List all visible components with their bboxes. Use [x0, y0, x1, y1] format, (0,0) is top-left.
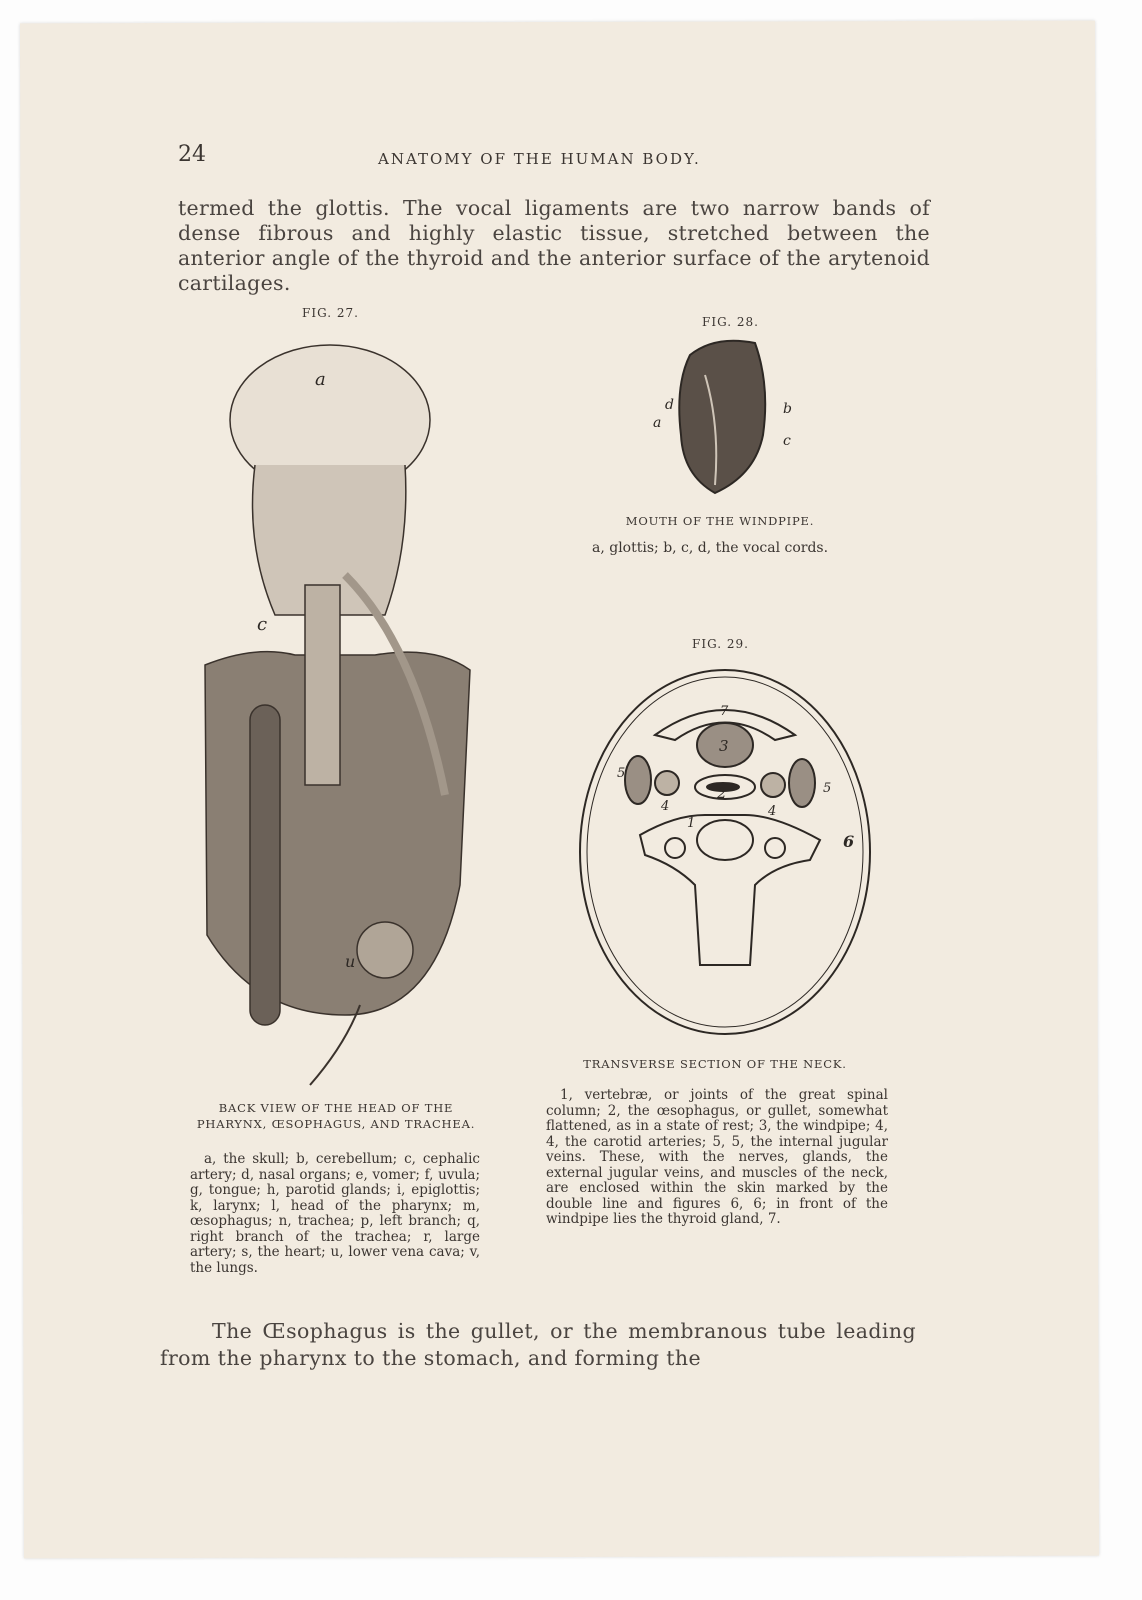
fig28-illustration: [645, 335, 805, 500]
fig28-label-b: b: [783, 401, 792, 417]
fig28-label: FIG. 28.: [702, 315, 759, 329]
fig29-label-4-left: 4: [661, 799, 670, 814]
fig29-label-6: 6: [843, 832, 855, 851]
fig29-label: FIG. 29.: [692, 637, 749, 651]
fig29-label-2: 2: [717, 784, 727, 802]
fig28-label-a: a: [653, 415, 662, 431]
fig27-label: FIG. 27.: [302, 306, 359, 320]
fig27-label-c: c: [257, 614, 268, 635]
fig29-caption: TRANSVERSE SECTION OF THE NECK.: [583, 1057, 847, 1071]
fig29-label-5-right: 5: [823, 781, 832, 796]
fig29-label-3: 3: [719, 737, 729, 755]
fig29-label-5-left: 5: [617, 766, 626, 781]
fig28-label-d: d: [665, 397, 674, 413]
fig29-label-1: 1: [687, 816, 696, 831]
fig28-caption: MOUTH OF THE WINDPIPE.: [625, 514, 815, 528]
fig29-label-7: 7: [720, 704, 729, 719]
fig29-legend: 1, vertebræ, or joints of the great spinal column; 2, the œsophagus, or gullet, somewhat flattened, as in a state of rest; 3, the windpipe; 4, 4, the carotid arteries; 5, 5, the internal jugular veins. These, with the nerves, glands, the external jugular veins, and muscles of the neck, are enclosed within the skin marked by the double line and figures 6, 6; in front of the windpipe lies the thyroid gland, 7.: [546, 1087, 888, 1227]
running-title: ANATOMY OF THE HUMAN BODY.: [378, 150, 701, 168]
fig27-label-u: u: [345, 952, 356, 971]
fig27-illustration: [195, 325, 485, 1095]
fig29-label-4-right: 4: [768, 804, 777, 819]
fig27-caption: BACK VIEW OF THE HEAD OF THE PHARYNX, ŒSOPHAGUS, AND TRACHEA.: [196, 1101, 476, 1131]
page-number: 24: [178, 142, 206, 167]
fig27-legend: a, the skull; b, cerebellum; c, cephalic artery; d, nasal organs; e, vomer; f, uvula; g, tongue; h, parotid glands; i, epiglottis; k, larynx; l, head of the pharynx; m, œsophagus; n, trachea; p, left branch; q, right branch of the trachea; r, large artery; s, the heart; u, lower vena cava; v, the lungs.: [190, 1151, 480, 1276]
fig28-label-c: c: [783, 433, 791, 449]
fig27-label-a: a: [315, 369, 326, 390]
fig28-legend: a, glottis; b, c, d, the vocal cords.: [592, 540, 829, 556]
closing-paragraph: The Œsophagus is the gullet, or the membranous tube leading from the pharynx to the stomach, and forming the: [160, 1319, 916, 1370]
intro-paragraph: termed the glottis. The vocal ligaments are two narrow bands of dense fibrous and highly elastic tissue, stretched between the anterior angle of the thyroid and the anterior surface of the arytenoid cartilages.: [178, 196, 930, 295]
fig29-illustration: [575, 665, 880, 1040]
